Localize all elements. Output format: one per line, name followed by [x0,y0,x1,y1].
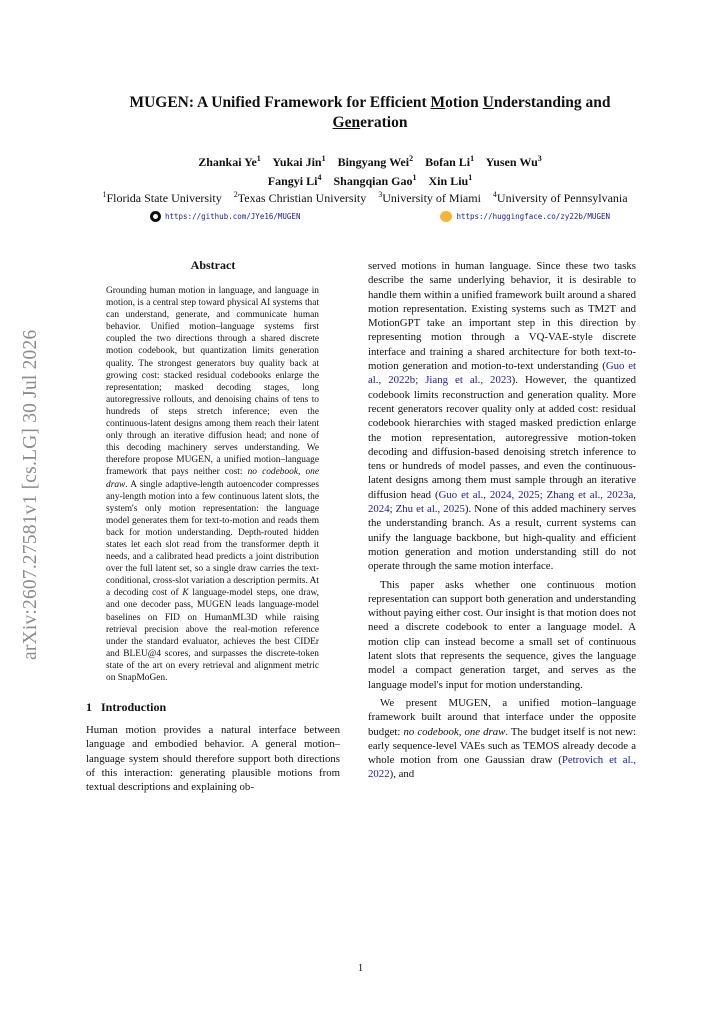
abstract-heading: Abstract [190,258,236,272]
body-paragraph: This paper asks whether one continuous motion representation can support both generation and understanding without paying either cost. Our insight is that motion does not need a discrete codebook to enter a language model. A motion clip can instead become a small set of continuous latent slots that represents the sequence, gives the language model a compact generation target, and serves as the language model's input for motion understanding. [368,578,636,691]
github-link[interactable]: https://github.com/JYe16/MUGEN [150,211,300,222]
author: Yusen Wu$^3$ [485,154,542,169]
affiliation: $^4$University of Pennsylvania [492,190,628,205]
paper-title: MUGEN: A Unified Framework for Efficient Motion Understanding and Generation [129,94,611,131]
citation-link[interactable]: Petrovich et al., 2022 [368,754,637,781]
right-column [368,259,636,782]
huggingface-icon [440,211,452,222]
citation-link[interactable]: Guo et al., 2024, 2025; Zhang et al., 2023a, 2024; Zhu et al., 2025 [368,488,636,516]
resource-links [150,211,610,222]
body-paragraph: served motions in human language. Since these two tasks describe the same underlying behavior, it is desirable to handle them within a unified framework built around a shared motion representation. Existing systems such as TM2T and MotionGPT take an important step in this direction by representing motion through a VQ-VAE-style discrete interface and training a shared architecture for both text-to-motion generation and motion-to-text understanding (Guo et al., 2022b; Jiang et al., 2023). However, the quantized codebook limits reconstruction and generation quality. More recent generators recover quality only at added cost: residual codebook hierarchies with staged masked prediction enlarge the motion representation, autoregressive motion-token decoding and diffusion-based denoising stretch inference to tens or hundreds of model passes, and even the continuous-latent designs among them must sample through an iterative diffusion head (Guo et al., 2024, 2025; Zhang et al., 2023a, 2024; Zhu et al., 2025). None of this added machinery serves the understanding branch. As a result, current systems can unify the language backbone, but high-quality and efficient motion generation and motion understanding still do not operate through the same motion interface. [368,260,637,573]
author: Fangyi Li$^4$ [267,173,322,188]
citation-link[interactable]: Guo et al., 2022b; Jiang et al., 2023 [368,360,636,387]
intro-paragraph: Human motion provides a natural interface between language and embodied behavior. A general motion–language system should therefore support both directions of this interaction: generating plausible motions from textual descriptions and explaining ob- [86,724,340,794]
author: Yukai Jin$^1$ [272,154,326,169]
arxiv-identifier: arXiv:2607.27581v1 [cs.LG] 30 Jul 2026 [20,329,41,660]
left-column [86,258,340,795]
affiliation: $^1$Florida State University [102,190,222,205]
author: Bofan Li$^1$ [425,154,475,169]
author: Bingyang Wei$^2$ [337,154,414,169]
huggingface-link[interactable]: https://huggingface.co/zy22b/MUGEN [440,211,610,222]
section-heading-introduction: 1 Introduction [86,700,167,715]
body-paragraph: We present MUGEN, a unified motion–language framework built around that interface under the opposite budget: no codebook, one draw. The budget itself is not new: early sequence-level VAEs such as TEMOS already decode a whole motion from one Gaussian draw (Petrovich et al., 2022), and [368,696,637,781]
author: Zhankai Ye$^1$ [198,154,261,169]
abstract-text: Grounding human motion in language, and language in motion, is a central step toward physical AI systems that can understand, generate, and communicate human behavior. Unified motion–language systems first coupled the two directions through a shared discrete motion codebook, but quantization limits generation quality. The strongest generators buy quality back at growing cost: stacked residual codebooks enlarge the representation; masked decoding stages, long autoregressive rollouts, and denoising chains of tens to hundreds of steps stretch inference; even the continuous-latent designs among them reach their latent only through an iterative diffusion head; and none of this decoding machinery serves understanding. We therefore propose MUGEN, a unified motion–language framework that pays neither cost: no codebook, one draw. A single adaptive-length autoencoder compresses any-length motion into a few continuous latent slots, the system's only motion representation: the language model generates them for text-to-motion and reads them back for motion understanding. Depth-routed hidden states let each slot read from the transformer depth it needs, and a calibrated head predicts a joint distribution over the full latent set, so a single draw carries the text-conditional, cross-slot variation a description permits. At a decoding cost of K language-model steps, one draw, and one decoder pass, MUGEN leads language-model baselines on FID on HumanML3D while raising retrieval precision above the real-motion reference under the standard evaluator, achieves the best CIDEr and BLEU@4 scores, and surpasses the discrete-token state of the art on every retrieval and alignment metric on SnapMoGen. [106,286,320,683]
page-number: 1 [357,962,364,974]
affiliation: $^3$University of Miami [378,190,481,205]
author: Shangqian Gao$^1$ [333,173,417,188]
author-list [70,151,670,189]
github-icon [150,211,161,222]
author: Xin Liu$^1$ [428,173,473,188]
affiliations [30,187,700,206]
affiliation: $^2$Texas Christian University [233,190,367,205]
